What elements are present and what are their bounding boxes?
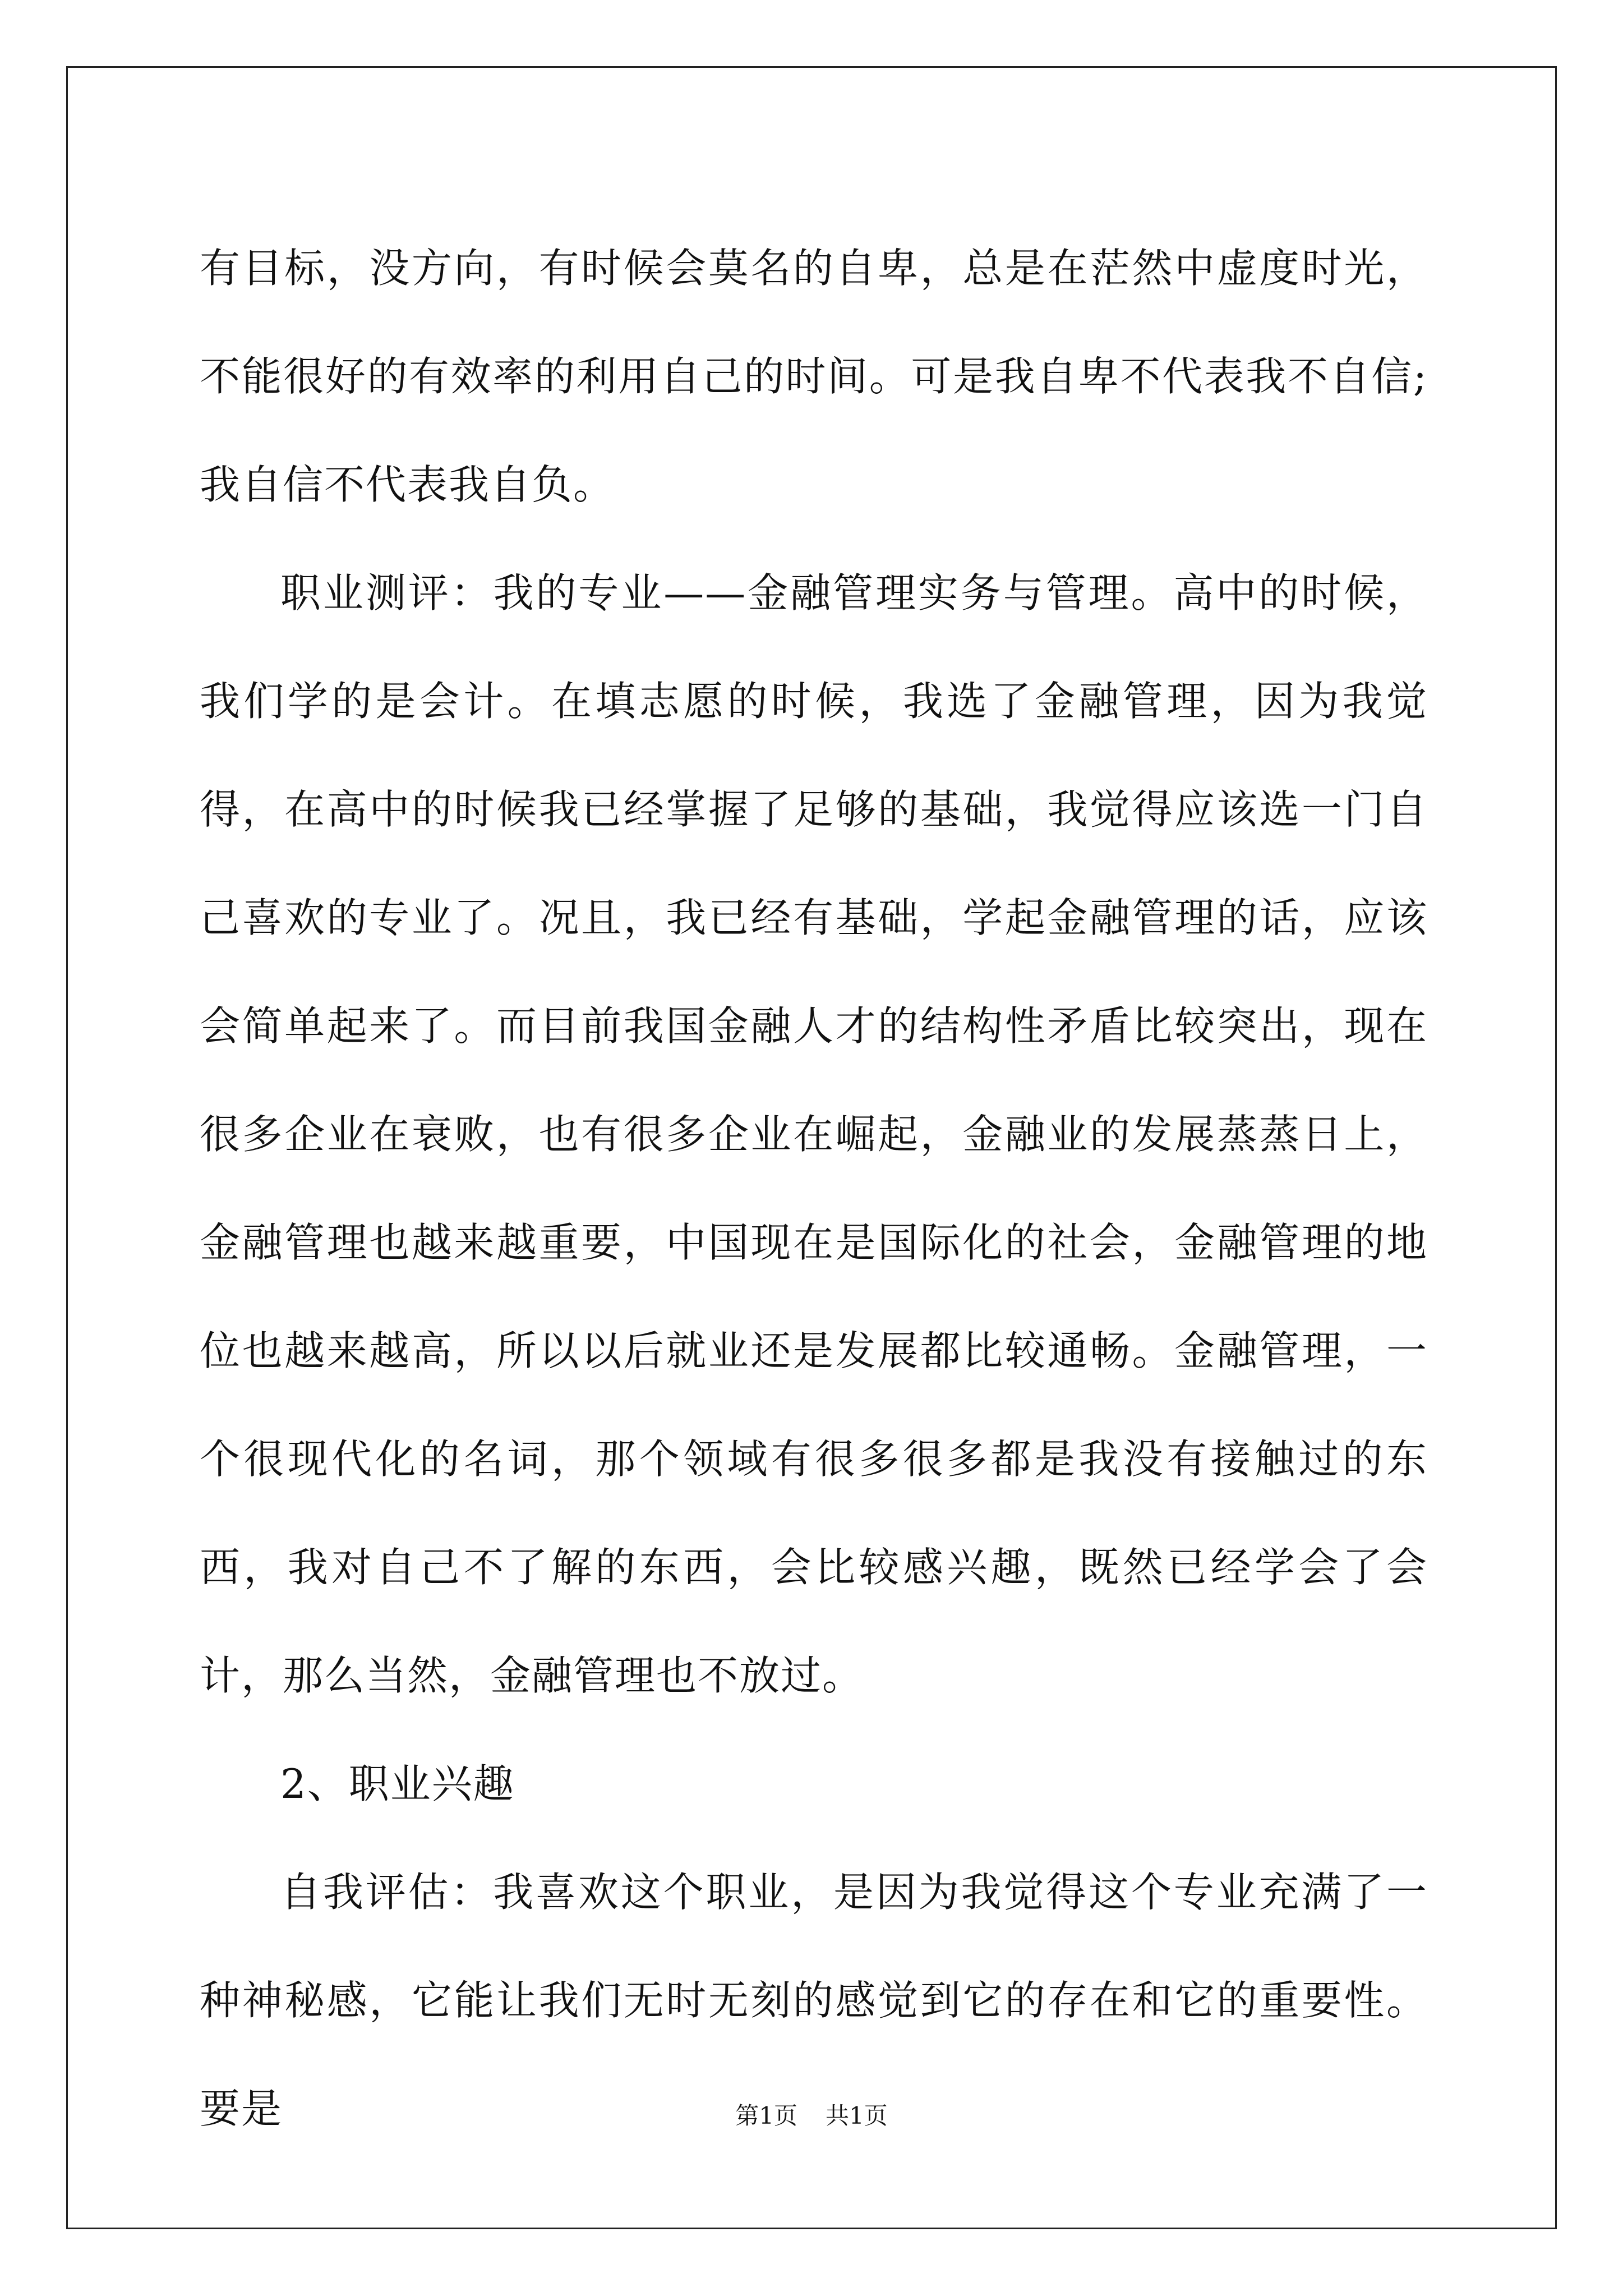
paragraph-career-assessment: 职业测评：我的专业——金融管理实务与管理。高中的时候，我们学的是会计。在填志愿的时候，我选了金融管理，因为我觉得，在高中的时候我已经掌握了足够的基础，我觉得应该选一门自己喜欢的专业了。况且，我已经有基础，学起金融管理的话，应该会简单起来了。而目前我国金融人才的结构性矛盾比较突出，现在很多企业在衰败，也有很多企业在崛起，金融业的发展蒸蒸日上，金融管理也越来越重要，中国现在是国际化的社会，金融管理的地位也越来越高，所以以后就业还是发展都比较通畅。金融管理，一个很现代化的名词，那个领域有很多很多都是我没有接触过的东西，我对自己不了解的东西，会比较感兴趣，既然已经学会了会计，那么当然，金融管理也不放过。 bbox=[200, 569, 1428, 1699]
page-number: 第1页 bbox=[735, 2102, 797, 2129]
section-heading-career-interest: 2、职业兴趣 bbox=[280, 1760, 515, 1807]
document-body bbox=[200, 214, 1428, 2163]
paragraph-self-evaluation: 自我评估：我喜欢这个职业，是因为我觉得这个专业充满了一种神秘感，它能让我们无时无刻的感觉到它的存在和它的重要性。要是 bbox=[200, 1869, 1428, 2132]
page-footer bbox=[0, 2099, 1623, 2133]
page-total: 共1页 bbox=[826, 2102, 888, 2129]
paragraph-intro: 有目标，没方向，有时候会莫名的自卑，总是在茫然中虚度时光，不能很好的有效率的利用自己的时间。可是我自卑不代表我不自信;我自信不代表我自负。 bbox=[200, 245, 1428, 508]
